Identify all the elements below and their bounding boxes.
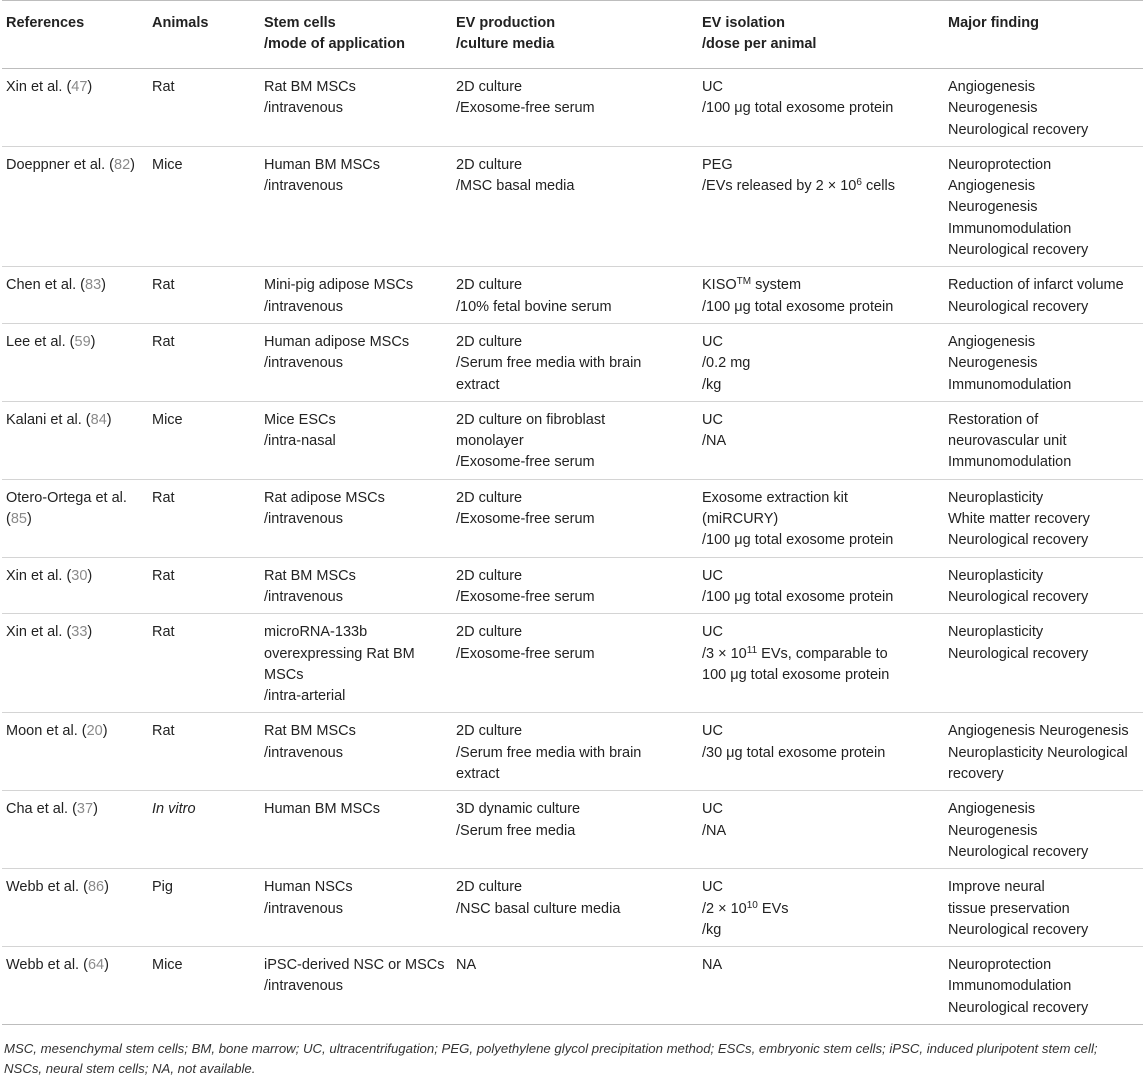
cell-animals: In vitro <box>148 791 260 869</box>
cell-reference: Chen et al. (83) <box>2 267 148 324</box>
cell-reference: Xin et al. (33) <box>2 614 148 713</box>
header-references: References <box>2 1 148 69</box>
cell-stem-cells: Human BM MSCs /intravenous <box>260 146 452 266</box>
cell-animals: Rat <box>148 267 260 324</box>
cell-ev-isolation: KISO™ system /100 μg total exosome protein <box>698 267 944 324</box>
cell-ev-isolation: UC /NA <box>698 401 944 479</box>
cell-major-finding: Angiogenesis Neurogenesis Immunomodulation <box>944 323 1143 401</box>
cell-ev-isolation: UC /30 μg total exosome protein <box>698 713 944 791</box>
cell-stem-cells: Human adipose MSCs /intravenous <box>260 323 452 401</box>
cell-ev-production: 2D culture on fibroblast monolayer /Exosome-free serum <box>452 401 698 479</box>
table-row <box>2 69 1143 147</box>
cell-animals: Mice <box>148 146 260 266</box>
header-animals: Animals <box>148 1 260 69</box>
citation-link[interactable]: 82 <box>114 156 131 173</box>
cell-major-finding: Angiogenesis Neurogenesis Neurological recovery <box>944 791 1143 869</box>
cell-major-finding: Neuroprotection Immunomodulation Neurological recovery <box>944 947 1143 1025</box>
cell-stem-cells: Rat BM MSCs /intravenous <box>260 557 452 614</box>
cell-reference: Xin et al. (30) <box>2 557 148 614</box>
citation-link[interactable]: 30 <box>71 567 88 584</box>
cell-reference: Moon et al. (20) <box>2 713 148 791</box>
table-footnote: MSC, mesenchymal stem cells; BM, bone marrow; UC, ultracentrifugation; PEG, polyethylene glycol precipitation method; ESCs, embryonic stem cells; iPSC, induced pluripotent stem cell; NSCs, neural stem cells; NA, not available. <box>4 1040 1098 1076</box>
cell-animals: Mice <box>148 947 260 1025</box>
cell-major-finding: Restoration of neurovascular unit Immunomodulation <box>944 401 1143 479</box>
cell-major-finding: Improve neural tissue preservation Neurological recovery <box>944 869 1143 947</box>
citation-link[interactable]: 86 <box>87 879 105 896</box>
cell-ev-production: 2D culture /Exosome-free serum <box>452 69 698 147</box>
cell-ev-isolation: UC /100 μg total exosome protein <box>698 557 944 614</box>
citation-link[interactable]: 64 <box>87 957 105 974</box>
cell-major-finding: Angiogenesis Neurogenesis Neuroplasticity Neurological recovery <box>944 713 1143 791</box>
cell-stem-cells: Human NSCs /intravenous <box>260 869 452 947</box>
header-ev-isolation: EV isolation /dose per animal <box>698 1 944 69</box>
citation-link[interactable]: 83 <box>85 277 102 294</box>
header-row <box>2 1 1143 69</box>
table-row <box>2 146 1143 266</box>
table-row <box>2 479 1143 557</box>
table-row <box>2 323 1143 401</box>
cell-reference: Cha et al. (37) <box>2 791 148 869</box>
cell-reference: Webb et al. (64) <box>2 947 148 1025</box>
cell-ev-isolation: UC $/2 \times 10^{10}$ EVs /kg <box>698 869 944 947</box>
cell-ev-isolation: UC /NA <box>698 791 944 869</box>
cell-ev-isolation: UC /100 μg total exosome protein <box>698 69 944 147</box>
cell-stem-cells: Mice ESCs /intra-nasal <box>260 401 452 479</box>
citation-link[interactable]: 20 <box>86 723 103 740</box>
cell-reference: Otero-Ortega et al. (85) <box>2 479 148 557</box>
citation-link[interactable]: 37 <box>76 801 94 818</box>
cell-stem-cells: Rat BM MSCs /intravenous <box>260 69 452 147</box>
cell-ev-production: 3D dynamic culture /Serum free media <box>452 791 698 869</box>
cell-reference: Webb et al. (86) <box>2 869 148 947</box>
table-row <box>2 713 1143 791</box>
cell-ev-isolation: NA <box>698 947 944 1025</box>
cell-ev-production: 2D culture /Exosome-free serum <box>452 479 698 557</box>
cell-ev-isolation: UC /0.2 mg /kg <box>698 323 944 401</box>
citation-link[interactable]: 47 <box>71 79 88 95</box>
cell-major-finding: Neuroplasticity Neurological recovery <box>944 557 1143 614</box>
cell-major-finding: Reduction of infarct volume Neurological recovery <box>944 267 1143 324</box>
citation-link[interactable]: 85 <box>10 511 27 528</box>
cell-ev-production: 2D culture /Serum free media with brain extract <box>452 713 698 791</box>
table-row <box>2 614 1143 713</box>
cell-ev-isolation: UC $/3 \times 10^{11}$ EVs, comparable to 100 μg total exosome protein <box>698 614 944 713</box>
cell-stem-cells: Human BM MSCs <box>260 791 452 869</box>
cell-reference: Doeppner et al. (82) <box>2 146 148 266</box>
ev-studies-table <box>2 0 1143 1025</box>
cell-ev-production: 2D culture /10% fetal bovine serum <box>452 267 698 324</box>
table-row <box>2 791 1143 869</box>
cell-animals: Mice <box>148 401 260 479</box>
cell-ev-production: 2D culture /Exosome-free serum <box>452 614 698 713</box>
cell-animals: Rat <box>148 713 260 791</box>
table-row <box>2 401 1143 479</box>
cell-animals: Pig <box>148 869 260 947</box>
table-row <box>2 947 1143 1025</box>
table-row <box>2 557 1143 614</box>
cell-ev-production: 2D culture /Exosome-free serum <box>452 557 698 614</box>
cell-major-finding: Neuroplasticity White matter recovery Neurological recovery <box>944 479 1143 557</box>
citation-link[interactable]: 33 <box>71 624 88 641</box>
header-major-finding: Major finding <box>944 1 1143 69</box>
cell-major-finding: Neuroplasticity Neurological recovery <box>944 614 1143 713</box>
cell-ev-isolation: PEG /EVs released by $2 \times 10^6$ cells <box>698 146 944 266</box>
cell-stem-cells: Mini-pig adipose MSCs /intravenous <box>260 267 452 324</box>
table-row <box>2 267 1143 324</box>
cell-ev-production: 2D culture /MSC basal media <box>452 146 698 266</box>
cell-reference: Xin et al. (47) <box>2 69 148 147</box>
cell-stem-cells: iPSC-derived NSC or MSCs /intravenous <box>260 947 452 1025</box>
cell-animals: Rat <box>148 479 260 557</box>
cell-animals: Rat <box>148 557 260 614</box>
cell-animals: Rat <box>148 323 260 401</box>
cell-major-finding: Neuroprotection Angiogenesis Neurogenesis Immunomodulation Neurological recovery <box>944 146 1143 266</box>
table-row <box>2 869 1143 947</box>
citation-link[interactable]: 84 <box>90 411 107 428</box>
cell-stem-cells: microRNA-133b overexpressing Rat BM MSCs /intra-arterial <box>260 614 452 713</box>
cell-animals: Rat <box>148 69 260 147</box>
cell-animals: Rat <box>148 614 260 713</box>
cell-stem-cells: Rat BM MSCs /intravenous <box>260 713 452 791</box>
cell-ev-production: 2D culture /Serum free media with brain extract <box>452 323 698 401</box>
citation-link[interactable]: 59 <box>74 333 91 350</box>
header-ev-production: EV production /culture media <box>452 1 698 69</box>
header-stem-cells: Stem cells /mode of application <box>260 1 452 69</box>
cell-major-finding: Angiogenesis Neurogenesis Neurological recovery <box>944 69 1143 147</box>
cell-ev-production: NA <box>452 947 698 1025</box>
cell-reference: Kalani et al. (84) <box>2 401 148 479</box>
cell-reference: Lee et al. (59) <box>2 323 148 401</box>
cell-ev-production: 2D culture /NSC basal culture media <box>452 869 698 947</box>
cell-stem-cells: Rat adipose MSCs /intravenous <box>260 479 452 557</box>
cell-ev-isolation: Exosome extraction kit (miRCURY) /100 μg total exosome protein <box>698 479 944 557</box>
